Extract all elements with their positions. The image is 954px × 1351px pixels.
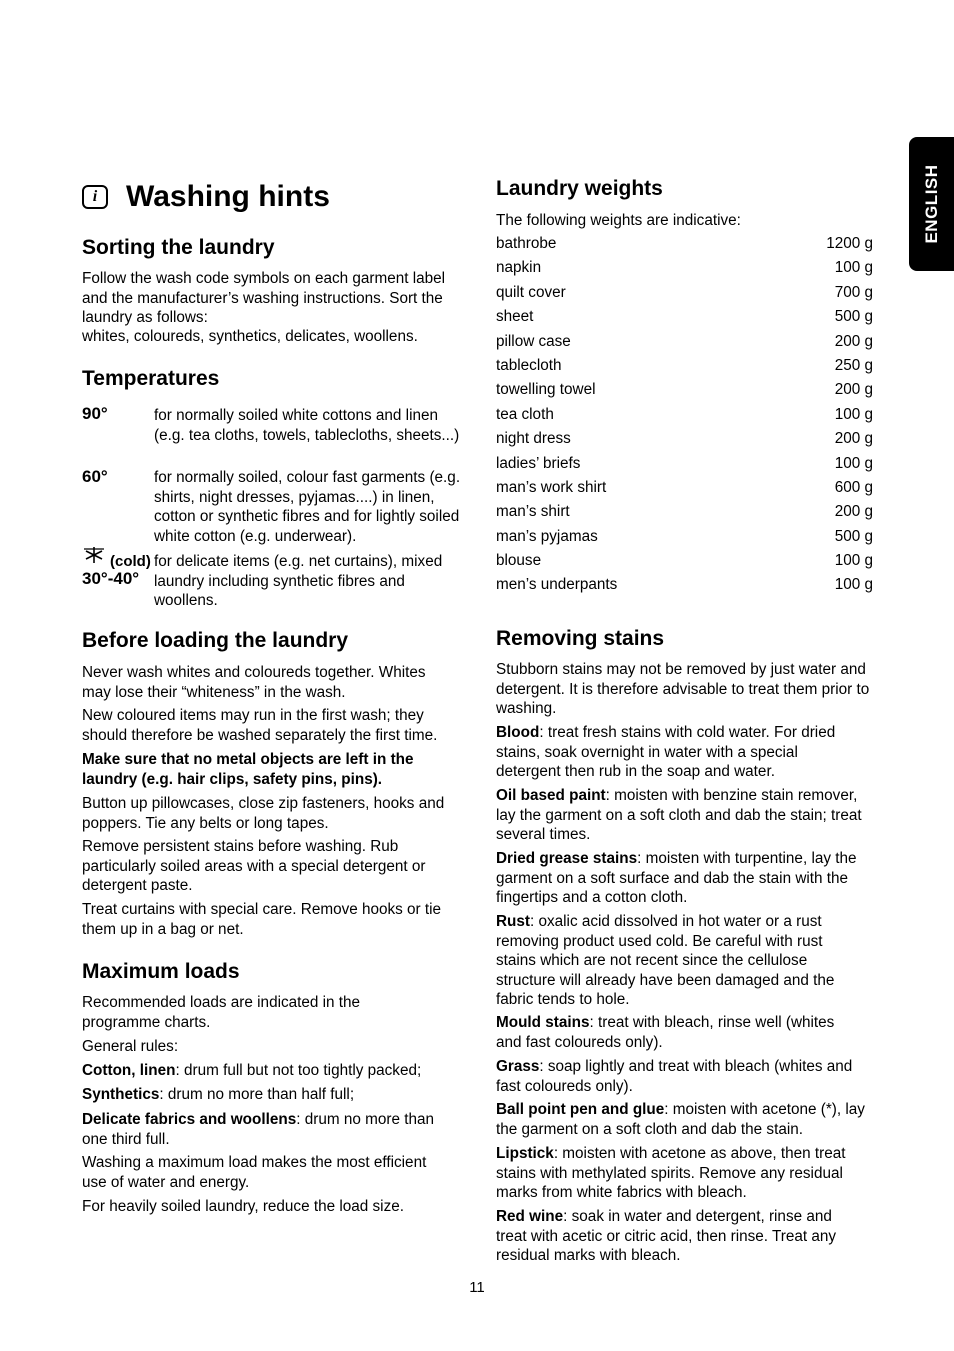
page-title bbox=[82, 180, 330, 214]
before-loading-p2: New coloured items may run in the first wash; they should therefore be washed separately the first time. bbox=[82, 707, 438, 744]
weight-item-name: tea cloth bbox=[496, 405, 554, 423]
weight-row bbox=[496, 429, 873, 453]
weight-item-name: towelling towel bbox=[496, 381, 596, 399]
cold-snowflake-icon bbox=[84, 546, 104, 564]
weight-item-value: 100 g bbox=[834, 454, 873, 472]
stain-wine-name: Red wine bbox=[496, 1208, 564, 1225]
before-loading-p1: Never wash whites and coloureds together. Whites may lose their “whiteness” in the wash. bbox=[82, 664, 426, 701]
sorting-list: whites, coloureds, synthetics, delicates, woollens. bbox=[82, 328, 418, 345]
max-loads-cotton-text: : drum full but not too tightly packed; bbox=[175, 1062, 422, 1079]
stain-rust bbox=[496, 912, 856, 1010]
stain-lipstick-name: Lipstick bbox=[496, 1145, 554, 1162]
cold-text: for delicate items (e.g. net curtains), mixed laundry including synthetic fibres and woollens. bbox=[154, 553, 443, 609]
weight-row bbox=[496, 356, 873, 380]
weight-item-name: tablecloth bbox=[496, 356, 562, 374]
temp-90-label: 90° bbox=[82, 404, 108, 423]
stain-oil-name: Oil based paint bbox=[496, 787, 606, 804]
weight-item-name: man’s pyjamas bbox=[496, 527, 598, 545]
temperatures-heading: Temperatures bbox=[82, 367, 220, 390]
weight-item-value: 200 g bbox=[834, 503, 873, 521]
weight-item-name: bathrobe bbox=[496, 235, 557, 252]
weight-item-value: 100 g bbox=[834, 552, 873, 570]
weights-table bbox=[496, 234, 873, 600]
max-loads-p3: Washing a maximum load makes the most efficient use of water and energy. bbox=[82, 1154, 427, 1191]
max-loads-delicate-text: : drum no more than one third full. bbox=[82, 1111, 434, 1148]
max-loads-delicate-bold: Delicate fabrics and woollens bbox=[82, 1111, 297, 1128]
stain-lipstick bbox=[496, 1144, 866, 1203]
cold-label: (cold) bbox=[110, 553, 151, 570]
weights-heading: Laundry weights bbox=[496, 177, 663, 200]
stain-pen-name: Ball point pen and glue bbox=[496, 1101, 665, 1118]
weight-item-name: men’s underpants bbox=[496, 576, 618, 594]
page-number: 11 bbox=[469, 1279, 485, 1296]
weight-row bbox=[496, 332, 873, 356]
weight-row bbox=[496, 502, 873, 526]
stains-heading: Removing stains bbox=[496, 627, 665, 650]
weight-item-value: 250 g bbox=[834, 356, 873, 374]
weights-intro: The following weights are indicative: bbox=[496, 212, 741, 229]
sorting-text: Follow the wash code symbols on each garment label and the manufacturer’s washing instructions. Sort the laundry as follows: bbox=[82, 270, 446, 326]
stain-lipstick-text: : moisten with acetone as above, then treat stains with methylated spirits. Remove any residual marks from white fabrics with bleach. bbox=[496, 1145, 846, 1201]
stain-wine bbox=[496, 1207, 858, 1266]
max-loads-synth-text: : drum no more than half full; bbox=[159, 1086, 355, 1103]
weight-item-value: 200 g bbox=[834, 381, 873, 399]
weight-item-name: man’s shirt bbox=[496, 503, 570, 521]
weight-item-name: napkin bbox=[496, 259, 542, 277]
weight-row bbox=[496, 405, 873, 429]
stain-grass-text: : soap lightly and treat with bleach (whites and fast coloureds only). bbox=[496, 1058, 853, 1095]
stain-grass bbox=[496, 1057, 874, 1096]
stains-intro: Stubborn stains may not be removed by just water and detergent. It is therefore advisable to treat them prior to washing. bbox=[496, 661, 870, 717]
stain-blood-name: Blood bbox=[496, 724, 540, 741]
max-loads-delicate bbox=[82, 1110, 458, 1149]
weight-item-value: 100 g bbox=[834, 405, 873, 423]
stain-oil-text: : moisten with benzine stain remover, lay the garment on a soft cloth and dab the stain; treat several times. bbox=[496, 787, 862, 843]
weight-item-name: ladies’ briefs bbox=[496, 454, 581, 472]
stain-grease-text: : moisten with turpentine, lay the garment on a soft surface and dab the stain with the fingertips and a cotton cloth. bbox=[496, 850, 857, 906]
weight-item-value: 1200 g bbox=[826, 235, 873, 252]
stain-mould-name: Mould stains bbox=[496, 1014, 590, 1031]
max-loads-synth-bold: Synthetics bbox=[82, 1086, 160, 1103]
weight-row bbox=[496, 454, 873, 478]
info-icon: i bbox=[82, 185, 108, 209]
weight-item-name: night dress bbox=[496, 430, 571, 448]
before-loading-p6: Treat curtains with special care. Remove hooks or tie them up in a bag or net. bbox=[82, 901, 442, 938]
stain-grass-name: Grass bbox=[496, 1058, 540, 1075]
weight-row bbox=[496, 258, 873, 282]
stain-pen-text: : moisten with acetone (*), lay the garment on a soft cloth and dab the stain. bbox=[496, 1101, 865, 1138]
weight-item-value: 100 g bbox=[834, 576, 873, 594]
weight-row bbox=[496, 527, 873, 551]
stain-mould bbox=[496, 1013, 858, 1052]
cold-range-label: 30°-40° bbox=[82, 569, 140, 588]
weight-item-value: 200 g bbox=[834, 332, 873, 350]
stain-mould-text: : treat with bleach, rinse well (whites and fast coloureds only). bbox=[496, 1014, 835, 1051]
stain-grease-name: Dried grease stains bbox=[496, 850, 638, 867]
weight-item-value: 500 g bbox=[834, 308, 873, 326]
weight-row bbox=[496, 478, 873, 502]
weight-row bbox=[496, 234, 873, 258]
language-tab bbox=[909, 137, 954, 271]
weight-item-name: quilt cover bbox=[496, 283, 566, 301]
weight-row bbox=[496, 307, 873, 331]
page-title-text: Washing hints bbox=[126, 180, 330, 213]
max-loads-heading: Maximum loads bbox=[82, 960, 240, 983]
stain-oil bbox=[496, 786, 872, 845]
stain-blood-text: : treat fresh stains with cold water. For dried stains, soak overnight in water with a special detergent then rub in the soap and water. bbox=[496, 724, 836, 780]
weight-item-name: man’s work shirt bbox=[496, 478, 607, 496]
weight-item-value: 200 g bbox=[834, 430, 873, 448]
sorting-heading: Sorting the laundry bbox=[82, 236, 275, 259]
max-loads-p2: General rules: bbox=[82, 1038, 179, 1055]
temp-60-text: for normally soiled, colour fast garments (e.g. shirts, night dresses, pyjamas....) in linen, cotton or synthetic fibres and for lightly soiled white cotton (e.g. underwear). bbox=[154, 469, 461, 545]
before-loading-p3: Make sure that no metal objects are left in the laundry (e.g. hair clips, safety pins, pins). bbox=[82, 751, 414, 788]
max-loads-p1: Recommended loads are indicated in the programme charts. bbox=[82, 994, 361, 1031]
stain-blood bbox=[496, 723, 856, 782]
weight-row bbox=[496, 575, 873, 599]
stain-rust-text: : oxalic acid dissolved in hot water or a rust removing product used cold. Be careful with rust stains which are not recent since the cellulose structure will already have been damaged and the fabric tends to hole. bbox=[496, 913, 835, 1008]
max-loads-cotton-bold: Cotton, linen bbox=[82, 1062, 176, 1079]
stain-wine-text: : soak in water and detergent, rinse and treat with acetic or citric acid, then rinse. Treat any residual marks with bleach. bbox=[496, 1208, 837, 1264]
weight-item-name: blouse bbox=[496, 552, 542, 570]
max-loads-p4: For heavily soiled laundry, reduce the load size. bbox=[82, 1198, 404, 1215]
weight-item-value: 100 g bbox=[834, 259, 873, 277]
weight-item-value: 700 g bbox=[834, 283, 873, 301]
weight-row bbox=[496, 551, 873, 575]
weight-item-name: pillow case bbox=[496, 332, 571, 350]
stain-pen bbox=[496, 1100, 866, 1139]
weight-item-name: sheet bbox=[496, 308, 534, 326]
stain-rust-name: Rust bbox=[496, 913, 530, 930]
before-loading-p5: Remove persistent stains before washing. Rub particularly soiled areas with a special detergent or detergent paste. bbox=[82, 838, 426, 894]
stain-grease bbox=[496, 849, 868, 908]
weight-row bbox=[496, 283, 873, 307]
before-loading-heading: Before loading the laundry bbox=[82, 629, 349, 652]
temp-60-label: 60° bbox=[82, 467, 108, 486]
max-loads-cotton bbox=[82, 1061, 462, 1081]
temp-90-text: for normally soiled white cottons and linen (e.g. tea cloths, towels, tablecloths, sheets...) bbox=[154, 407, 460, 444]
weight-row bbox=[496, 380, 873, 404]
language-tab-label: ENGLISH bbox=[921, 164, 941, 244]
weight-item-value: 600 g bbox=[834, 478, 873, 496]
max-loads-synthetics bbox=[82, 1085, 462, 1105]
weight-item-value: 500 g bbox=[834, 527, 873, 545]
before-loading-p4: Button up pillowcases, close zip fasteners, hooks and poppers. Tie any belts or long tapes. bbox=[82, 795, 445, 832]
